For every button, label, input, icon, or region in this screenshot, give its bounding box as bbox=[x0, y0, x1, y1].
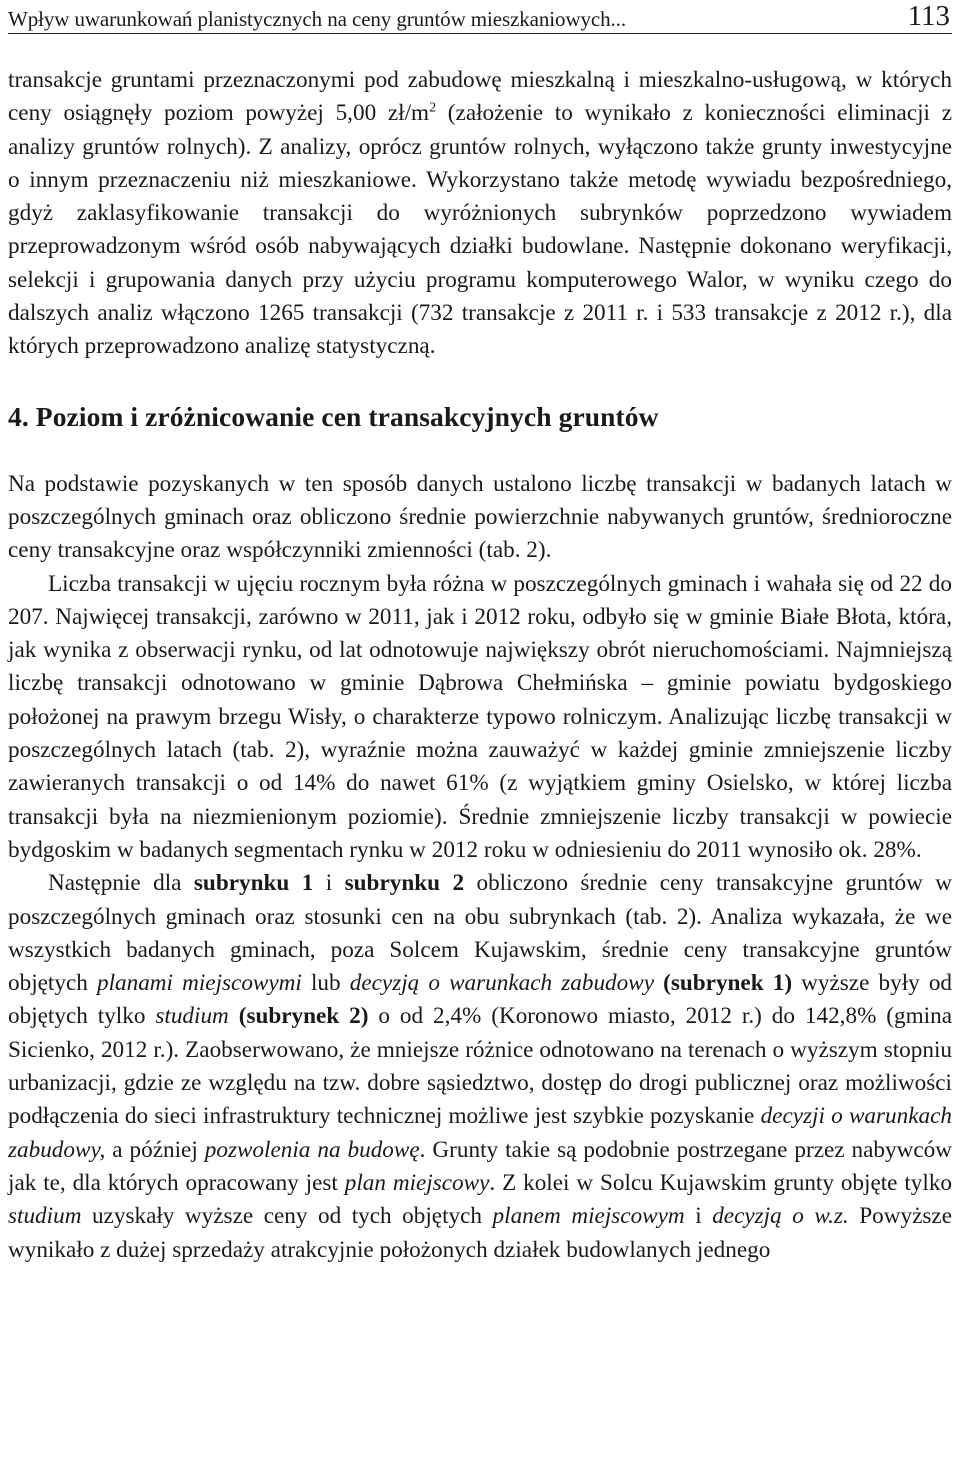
paragraph-text: wyższe były od objętych tylko bbox=[8, 970, 953, 1030]
paragraph-text: obliczono średnie ceny transakcyjne gruntów w poszczególnych gminach oraz stosunki cen na obu subrynkach (tab. 2). Analiza wykazała, że we wszystkich badanych gminach, poza Solcem Kujawskim, średnie ceny transakcyjne gruntów objętych bbox=[8, 870, 953, 997]
italic-term: decyzji o warunkach zabudowy, bbox=[8, 1103, 952, 1163]
bold-term: subrynku 1 bbox=[193, 870, 314, 897]
section-heading: 4. Poziom i zróżnicowanie cen transakcyjnych gruntów bbox=[8, 400, 659, 432]
italic-term: decyzją o w.z. bbox=[712, 1203, 849, 1230]
paragraph-text: transakcje gruntami przeznaczonymi pod zabudowę mieszkalną i mieszkalno-usługową, w których ceny osiągnęły poziom powyżej 5,00 zł/m bbox=[8, 67, 952, 127]
bold-term: subrynku 2 bbox=[344, 870, 465, 897]
paragraph-text: o od 2,4% (Koronowo miasto, 2012 r.) do 142,8% (gmina Sicienko, 2012 r.). Zaobserwowano, że mniejsze różnice odnotowano na terenach o wyższym stopniu urbanizacji, gdzie ze względu na tzw. dobre sąsiedztwo, dostęp do drogi publicznej oraz możliwości podłączenia do sieci infrastruktury technicznej możliwe jest szybkie pozyskanie bbox=[8, 1003, 952, 1130]
paragraph-text: lub bbox=[301, 970, 350, 997]
document-body bbox=[8, 64, 952, 1267]
paragraph-text: (założenie to wynikało z konieczności eliminacji z analizy gruntów rolnych). Z analizy, oprócz gruntów rolnych, wyłączono także grunty inwestycyjne o innym przeznaczeniu niż mieszkaniowe. Wykorzystano także metodę wywiadu bezpośredniego, gdyż zaklasyfikowanie transakcji do wyróżnionych subrynków poprzedzono wywiadem przeprowadzonym wśród osób nabywających działki budowlane. Następnie dokonano weryfikacji, selekcji i grupowania danych przy użyciu programu komputerowego Walor, w wyniku czego do dalszych analiz włączono 1265 transakcji (732 transakcje z 2011 r. i 533 transakcje z 2012 r.), dla których przeprowadzono analizę statystyczną. bbox=[8, 100, 952, 360]
document-page bbox=[8, 0, 952, 1267]
superscript: 2 bbox=[429, 100, 437, 116]
paragraph-text: . Grunty takie są podobnie postrzegane przez nabywców jak te, dla których opracowany jest bbox=[8, 1136, 952, 1196]
paragraph-transaction-count: Liczba transakcji w ujęciu rocznym była różna w poszczególnych gminach i wahała się od 22 do 207. Najwięcej transakcji, zarówno w 2011, jak i 2012 roku, odbyło się w gminie Białe Błota, która, jak wynika z obserwacji rynku, od lat odnotowuje największy obrót nieruchomościami. Najmniejszą liczbę transakcji odnotowano w gminie Dąbrowa Chełmińska – gminie powiatu bydgoskiego położonej na prawym brzegu Wisły, o charakterze typowo rolniczym. Analizując liczbę transakcji w poszczególnych latach (tab. 2), wyraźnie można zauważyć w każdej gminie zmniejszenie liczby zawieranych transakcji o od 14% do nawet 61% (z wyjątkiem gminy Osielsko, w której liczba transakcji była na niezmienionym poziomie). Średnie zmniejszenie liczby transakcji w powiecie bydgoskim w badanych segmentach rynku w 2012 roku w odniesieniu do 2011 wynosiło ok. 28%. bbox=[8, 570, 952, 863]
running-header bbox=[8, 0, 952, 34]
paragraph-text: uzyskały wyższe ceny od tych objętych bbox=[81, 1203, 493, 1230]
paragraph-text: i bbox=[684, 1203, 713, 1230]
paragraph-text: a później bbox=[105, 1136, 205, 1163]
running-title: Wpływ uwarunkowań planistycznych na ceny gruntów mieszkaniowych... bbox=[8, 7, 626, 31]
paragraph-text: . Z kolei w Solcu Kujawskim grunty objęte tylko bbox=[489, 1169, 953, 1196]
paragraph-text: i bbox=[313, 870, 345, 897]
italic-term: decyzją o warunkach zabudowy bbox=[349, 970, 654, 997]
paragraph-text: Powyższe wynikało z dużej sprzedaży atrakcyjnie położonych działek budowlanych jednego bbox=[8, 1203, 952, 1263]
italic-term: planami miejscowymi bbox=[96, 970, 302, 997]
italic-term: plan miejscowy bbox=[344, 1169, 490, 1196]
bold-term: (subrynek 2) bbox=[238, 1003, 369, 1030]
italic-term: studium bbox=[8, 1203, 82, 1230]
italic-term: pozwolenia na budowę bbox=[204, 1136, 420, 1163]
paragraph-text: Następnie dla bbox=[48, 870, 194, 897]
paragraph-text bbox=[229, 1003, 239, 1029]
page-number: 113 bbox=[907, 0, 950, 32]
italic-term: studium bbox=[155, 1003, 229, 1030]
paragraph-text bbox=[654, 970, 663, 996]
italic-term: planem miejscowym bbox=[492, 1203, 685, 1230]
paragraph-methodology bbox=[8, 64, 952, 364]
paragraph-price-analysis bbox=[8, 867, 952, 1267]
paragraph-intro: Na podstawie pozyskanych w ten sposób danych ustalono liczbę transakcji w badanych latach w poszczególnych gminach oraz obliczono średnie powierzchnie nabywanych gruntów, średnioroczne ceny transakcyjne oraz współczynniki zmienności (tab. 2). bbox=[8, 470, 952, 564]
bold-term: (subrynek 1) bbox=[663, 970, 793, 997]
